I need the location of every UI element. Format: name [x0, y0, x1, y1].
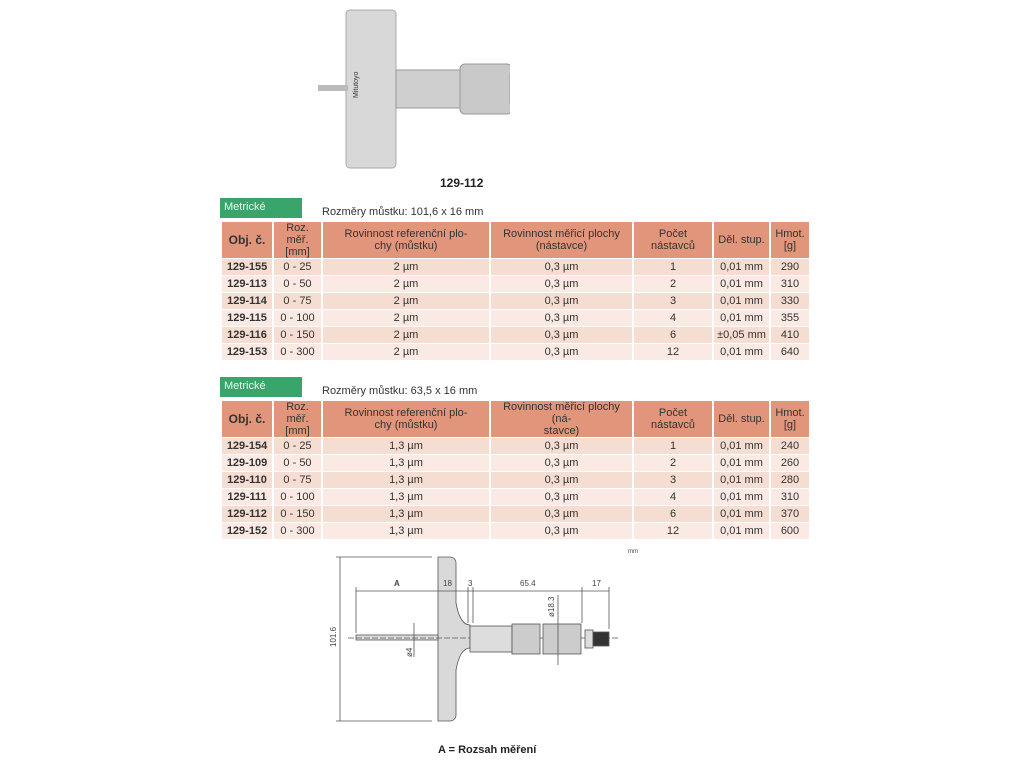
table-cell: 0 - 300 [273, 344, 322, 361]
table-cell: 129-113 [222, 276, 273, 293]
table-cell: 0 - 100 [273, 310, 322, 327]
table-cell: 0,01 mm [713, 344, 770, 361]
table-cell: 2 µm [322, 276, 490, 293]
table-cell: 1 [633, 438, 713, 455]
table-cell: 129-115 [222, 310, 273, 327]
table-cell: 0,01 mm [713, 259, 770, 276]
table-cell: 6 [633, 327, 713, 344]
column-header: Rovinnost měřicí plochy (nástavce) [490, 222, 633, 259]
bridge-dimensions: Rozměry můstku: 101,6 x 16 mm [322, 206, 484, 218]
table-cell: 129-110 [222, 472, 273, 489]
table-cell: 2 µm [322, 327, 490, 344]
column-header: Rovinnost referenční plo- chy (můstku) [322, 222, 490, 259]
table-cell: 129-116 [222, 327, 273, 344]
table-row [222, 327, 810, 344]
table-row [222, 310, 810, 327]
table-cell: 1,3 µm [322, 506, 490, 523]
unit-label: mm [628, 549, 638, 555]
table-cell: 129-111 [222, 489, 273, 506]
table-cell: 0,01 mm [713, 310, 770, 327]
table-cell: 2 [633, 455, 713, 472]
table-cell: 0 - 25 [273, 438, 322, 455]
table-cell: 240 [770, 438, 810, 455]
table-cell: 370 [770, 506, 810, 523]
table-cell: 4 [633, 310, 713, 327]
column-header: Počet nástavců [633, 222, 713, 259]
table-row [222, 259, 810, 276]
table-cell: 0,3 µm [490, 327, 633, 344]
table-cell: 0 - 75 [273, 293, 322, 310]
table-cell: 1,3 µm [322, 523, 490, 540]
svg-text:A: A [394, 579, 400, 588]
table-cell: 0,3 µm [490, 276, 633, 293]
table-cell: ±0,05 mm [713, 327, 770, 344]
svg-text:Mitutoyo: Mitutoyo [353, 71, 360, 98]
table-cell: 0,3 µm [490, 438, 633, 455]
table-cell: 129-153 [222, 344, 273, 361]
dimension-drawing [320, 545, 650, 760]
table-cell: 0,3 µm [490, 259, 633, 276]
table-row [222, 523, 810, 540]
table-cell: 640 [770, 344, 810, 361]
table-cell: 129-114 [222, 293, 273, 310]
column-header: Roz. měř. [mm] [273, 222, 322, 259]
table-cell: 1 [633, 259, 713, 276]
table-cell: 0,01 mm [713, 523, 770, 540]
column-header: Děl. stup. [713, 222, 770, 259]
table-cell: 0 - 50 [273, 455, 322, 472]
table-cell: 0,01 mm [713, 472, 770, 489]
column-header: Děl. stup. [713, 401, 770, 438]
table-header [222, 222, 810, 259]
table-cell: 1,3 µm [322, 472, 490, 489]
table-cell: 260 [770, 455, 810, 472]
spec-table-2 [220, 377, 811, 539]
table-cell: 129-154 [222, 438, 273, 455]
table-cell: 0 - 150 [273, 327, 322, 344]
table-cell: 0,3 µm [490, 472, 633, 489]
table-cell: 6 [633, 506, 713, 523]
table-cell: 0,3 µm [490, 310, 633, 327]
legend: A = Rozsah měření [438, 744, 537, 756]
metric-tab: Metrické [220, 377, 302, 397]
table-cell: 0,3 µm [490, 523, 633, 540]
svg-text:18: 18 [443, 579, 452, 588]
table-cell: 12 [633, 523, 713, 540]
svg-text:101.6: 101.6 [329, 626, 338, 647]
table-cell: 0,01 mm [713, 276, 770, 293]
table-cell: 0,3 µm [490, 506, 633, 523]
table-cell: 600 [770, 523, 810, 540]
table-cell: 0 - 300 [273, 523, 322, 540]
table-cell: 0 - 100 [273, 489, 322, 506]
table-cell: 0 - 25 [273, 259, 322, 276]
svg-text:ø18.3: ø18.3 [547, 596, 556, 617]
column-header: Roz. měř. [mm] [273, 401, 322, 438]
column-header: Hmot. [g] [770, 401, 810, 438]
table-row [222, 506, 810, 523]
table-row [222, 276, 810, 293]
table-cell: 2 µm [322, 344, 490, 361]
svg-text:65.4: 65.4 [520, 579, 536, 588]
table-cell: 0,01 mm [713, 489, 770, 506]
column-header: Obj. č. [222, 401, 273, 438]
micrometer-image [310, 8, 510, 173]
table-cell: 129-109 [222, 455, 273, 472]
table-cell: 0,3 µm [490, 455, 633, 472]
table-row [222, 344, 810, 361]
table-cell: 3 [633, 472, 713, 489]
svg-text:17: 17 [592, 579, 601, 588]
table-cell: 0 - 50 [273, 276, 322, 293]
table-row [222, 438, 810, 455]
table-cell: 3 [633, 293, 713, 310]
column-header: Rovinnost referenční plo- chy (můstku) [322, 401, 490, 438]
table-cell: 355 [770, 310, 810, 327]
table-cell: 2 µm [322, 259, 490, 276]
table-cell: 2 µm [322, 293, 490, 310]
table-cell: 290 [770, 259, 810, 276]
table-cell: 0,01 mm [713, 506, 770, 523]
table-cell: 2 µm [322, 310, 490, 327]
table-cell: 1,3 µm [322, 438, 490, 455]
table-cell: 0 - 75 [273, 472, 322, 489]
table-cell: 2 [633, 276, 713, 293]
table-cell: 330 [770, 293, 810, 310]
table-cell: 0,01 mm [713, 293, 770, 310]
table-cell: 129-112 [222, 506, 273, 523]
column-header: Rovinnost měřicí plochy (ná- stavce) [490, 401, 633, 438]
table-cell: 0 - 150 [273, 506, 322, 523]
column-header: Hmot. [g] [770, 222, 810, 259]
table-cell: 0,01 mm [713, 455, 770, 472]
table-row [222, 455, 810, 472]
table-cell: 12 [633, 344, 713, 361]
table-cell: 4 [633, 489, 713, 506]
spec-table-1 [220, 198, 811, 360]
table-cell: 0,01 mm [713, 438, 770, 455]
table-row [222, 472, 810, 489]
svg-text:ø4: ø4 [405, 647, 414, 657]
table-cell: 310 [770, 489, 810, 506]
table-row [222, 293, 810, 310]
table-cell: 280 [770, 472, 810, 489]
table-header [222, 401, 810, 438]
table-cell: 129-152 [222, 523, 273, 540]
table-cell: 410 [770, 327, 810, 344]
table-cell: 0,3 µm [490, 489, 633, 506]
column-header: Obj. č. [222, 222, 273, 259]
column-header: Počet nástavců [633, 401, 713, 438]
product-label: 129-112 [440, 176, 484, 190]
table-cell: 129-155 [222, 259, 273, 276]
table-cell: 310 [770, 276, 810, 293]
table-row [222, 489, 810, 506]
table-cell: 1,3 µm [322, 489, 490, 506]
table-cell: 1,3 µm [322, 455, 490, 472]
svg-text:3: 3 [468, 579, 473, 588]
table-cell: 0,3 µm [490, 293, 633, 310]
bridge-dimensions: Rozměry můstku: 63,5 x 16 mm [322, 385, 478, 397]
table-cell: 0,3 µm [490, 344, 633, 361]
metric-tab: Metrické [220, 198, 302, 218]
